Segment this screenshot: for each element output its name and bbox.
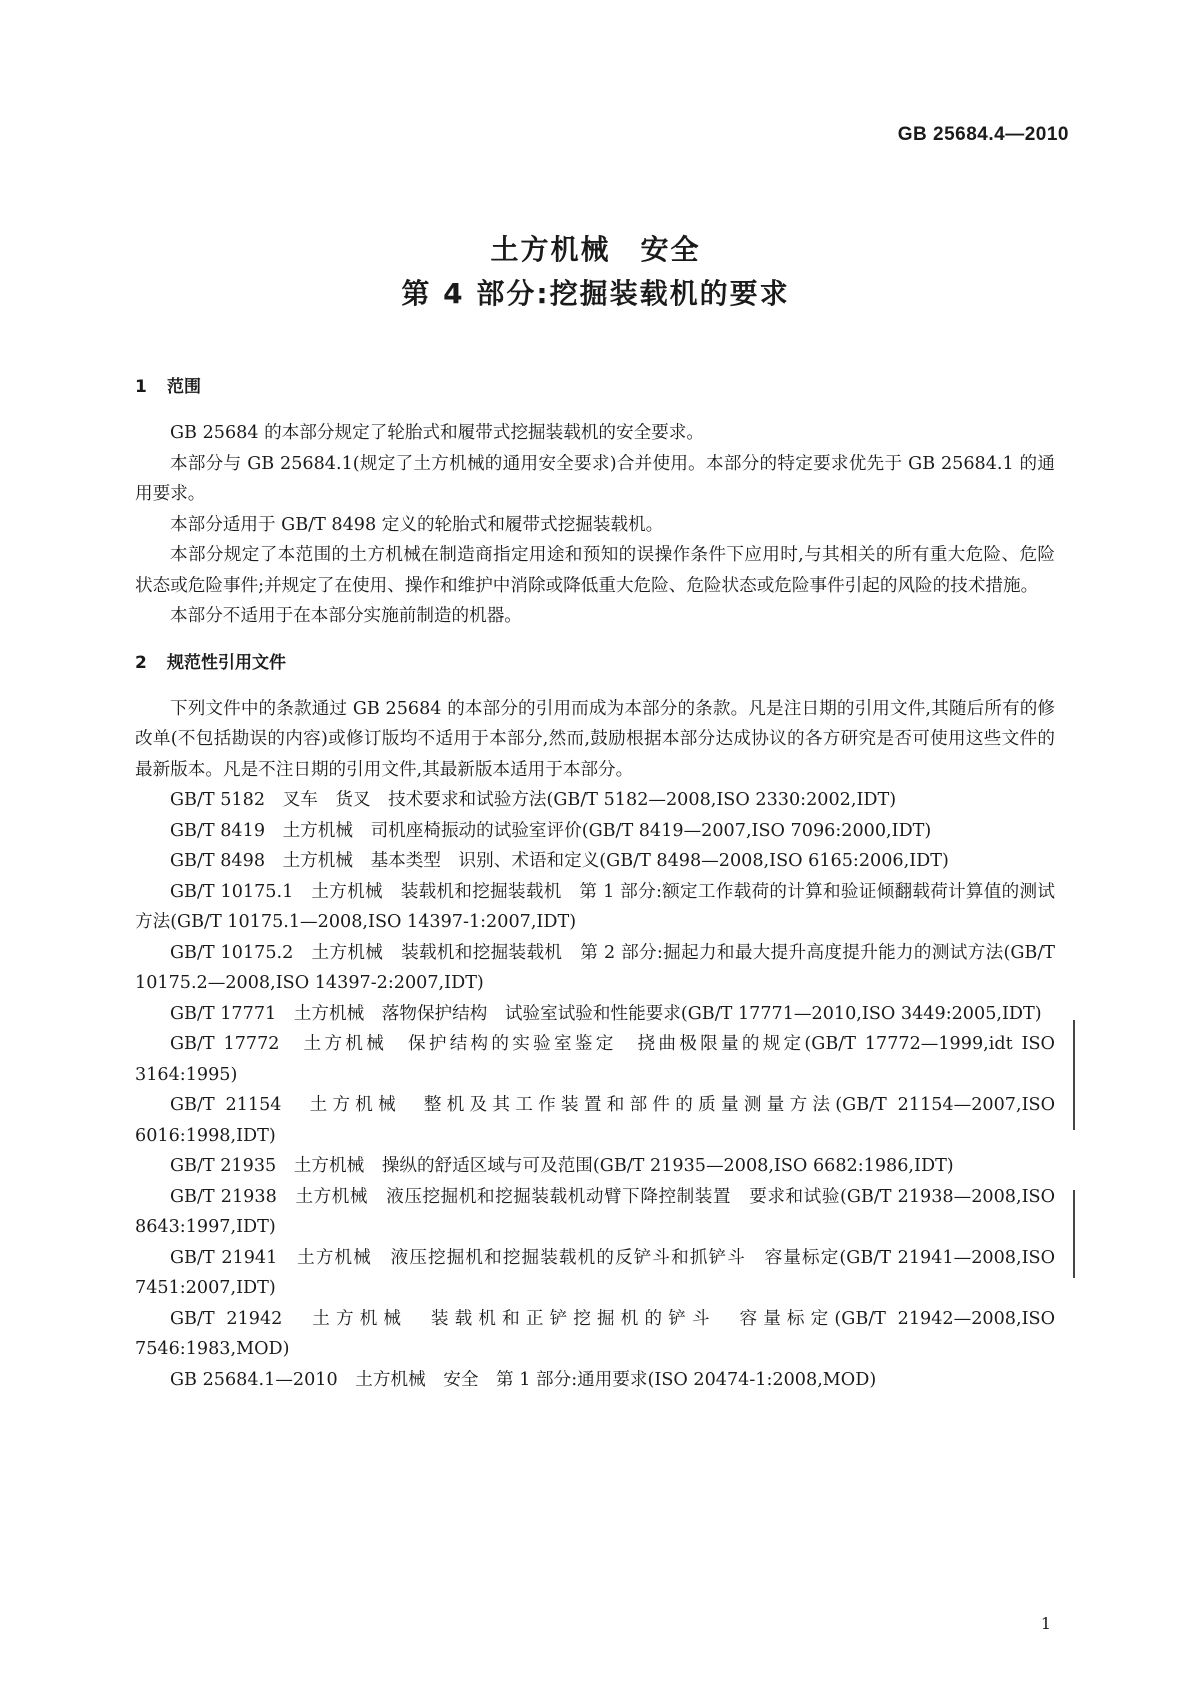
scope-paragraph: 本部分适用于 GB/T 8498 定义的轮胎式和履带式挖掘装载机。 (170, 514, 664, 535)
scope-paragraph: 本部分与 GB 25684.1(规定了土方机械的通用安全要求)合并使用。本部分的特定要求优先于 GB 25684.1 的通用要求。 (135, 453, 1055, 504)
document-body (135, 372, 1055, 1395)
scope-paragraph: 本部分规定了本范围的土方机械在制造商指定用途和预知的误操作条件下应用时,与其相关的所有重大危险、危险状态或危险事件;并规定了在使用、操作和维护中消除或降低重大危险、危险状态或危险事件引起的风险的技术措施。 (135, 545, 1055, 596)
section-2-title: 规范性引用文件 (167, 652, 286, 673)
reference-item: GB/T 21154 土方机械 整机及其工作装置和部件的质量测量方法(GB/T 21154—2007,ISO 6016:1998,IDT) (135, 1095, 1055, 1146)
reference-item: GB 25684.1—2010 土方机械 安全 第 1 部分:通用要求(ISO 20474-1:2008,MOD) (170, 1369, 877, 1390)
reference-item: GB/T 8498 土方机械 基本类型 识别、术语和定义(GB/T 8498—2008,ISO 6165:2006,IDT) (170, 851, 949, 871)
reference-item: GB/T 17772 土方机械 保护结构的实验室鉴定 挠曲极限量的规定(GB/T 17772—1999,idt ISO 3164:1995) (135, 1034, 1055, 1085)
reference-item: GB/T 10175.1 土方机械 装载机和挖掘装载机 第 1 部分:额定工作载荷的计算和验证倾翻载荷计算值的测试方法(GB/T 10175.1—2008,ISO 14397-1:2007,IDT) (135, 881, 1055, 932)
reference-item: GB/T 5182 叉车 货叉 技术要求和试验方法(GB/T 5182—2008,ISO 2330:2002,IDT) (170, 790, 897, 810)
section-1-heading (135, 372, 1055, 406)
scope-paragraph: 本部分不适用于在本部分实施前制造的机器。 (170, 606, 522, 626)
reference-item: GB/T 17771 土方机械 落物保护结构 试验室试验和性能要求(GB/T 17771—2010,ISO 3449:2005,IDT) (170, 1003, 1042, 1024)
revision-marker-bar (1073, 1190, 1075, 1278)
standard-code: GB 25684.4—2010 (897, 124, 1069, 145)
reference-item: GB/T 21935 土方机械 操纵的舒适区域与可及范围(GB/T 21935—2008,ISO 6682:1986,IDT) (170, 1156, 954, 1176)
revision-marker-bar (1073, 1020, 1075, 1130)
section-2-heading (135, 648, 1055, 682)
reference-item: GB/T 21938 土方机械 液压挖掘机和挖掘装载机动臂下降控制装置 要求和试验(GB/T 21938—2008,ISO 8643:1997,IDT) (135, 1186, 1055, 1237)
page-number: 1 (1040, 1614, 1051, 1633)
reference-item: GB/T 8419 土方机械 司机座椅振动的试验室评价(GB/T 8419—2007,ISO 7096:2000,IDT) (170, 820, 932, 841)
reference-item: GB/T 10175.2 土方机械 装载机和挖掘装载机 第 2 部分:掘起力和最大提升高度提升能力的测试方法(GB/T 10175.2—2008,ISO 14397-2:2007,IDT) (135, 942, 1055, 993)
references-intro: 下列文件中的条款通过 GB 25684 的本部分的引用而成为本部分的条款。凡是注日期的引用文件,其随后所有的修改单(不包括勘误的内容)或修订版均不适用于本部分,然而,鼓励根据本部分达成协议的各方研究是否可使用这些文件的最新版本。凡是不注日期的引用文件,其最新版本适用于本部分。 (135, 698, 1055, 780)
section-1-number: 1 (135, 377, 147, 397)
scope-paragraph: GB 25684 的本部分规定了轮胎式和履带式挖掘装载机的安全要求。 (170, 423, 704, 443)
section-2-number: 2 (135, 652, 147, 673)
reference-item: GB/T 21941 土方机械 液压挖掘机和挖掘装载机的反铲斗和抓铲斗 容量标定(GB/T 21941—2008,ISO 7451:2007,IDT) (135, 1247, 1055, 1298)
section-1-title: 范围 (167, 377, 201, 397)
reference-item: GB/T 21942 土方机械 装载机和正铲挖掘机的铲斗 容量标定(GB/T 21942—2008,ISO 7546:1983,MOD) (135, 1308, 1055, 1359)
document-title-line1: 土方机械 安全 (490, 233, 701, 266)
document-title-line2: 第 4 部分:挖掘装载机的要求 (401, 277, 790, 310)
